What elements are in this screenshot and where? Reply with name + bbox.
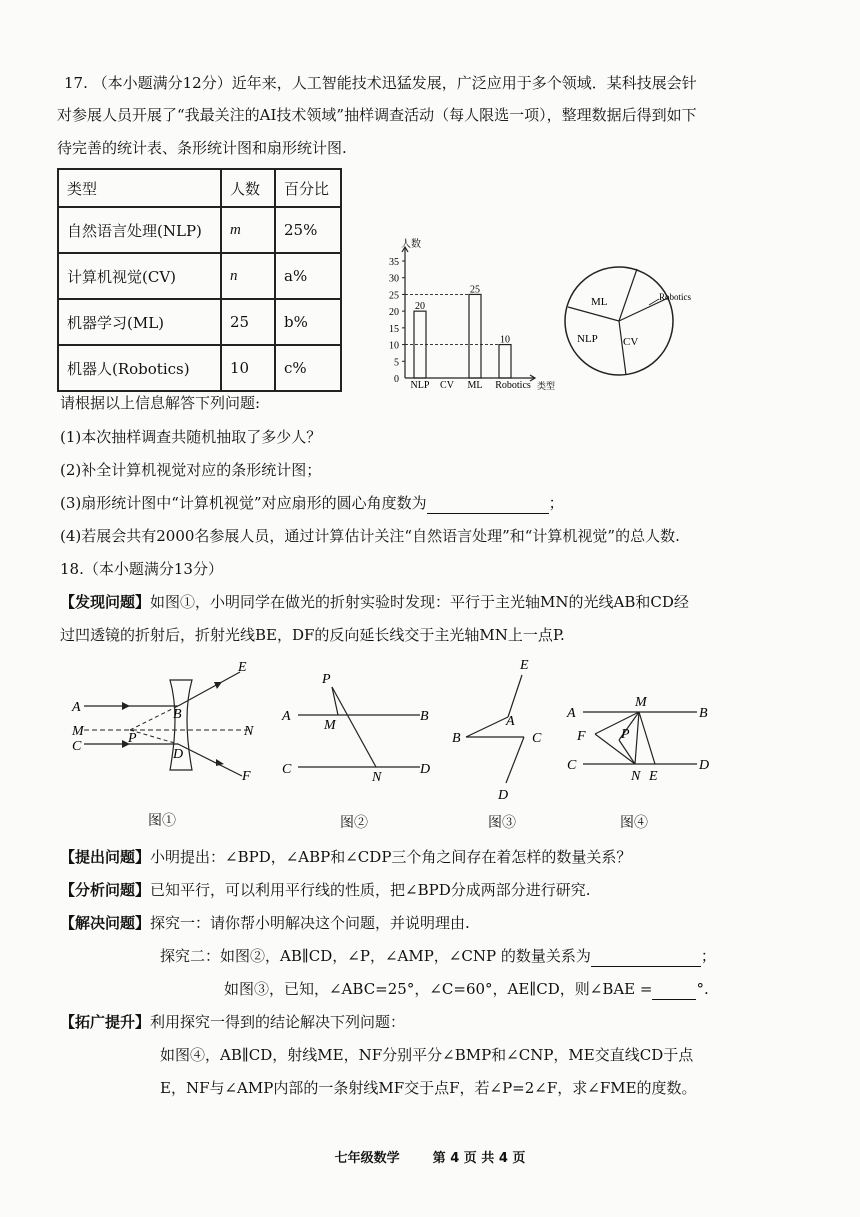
- table-header-cell: 人数: [221, 169, 275, 207]
- y-tick-label: 30: [389, 273, 399, 285]
- y-tick-label: 10: [389, 340, 399, 352]
- point-label: C: [532, 731, 542, 746]
- point-label: B: [452, 731, 461, 746]
- point-label: D: [498, 788, 509, 803]
- solve-tag: 【解决问题】: [60, 914, 151, 932]
- point-label: M: [72, 724, 84, 739]
- point-label: B: [173, 707, 182, 722]
- figure-3: [450, 655, 560, 805]
- ray-me: [639, 712, 655, 764]
- solve-text-2: 探究二：如图②，AB∥CD，∠P，∠AMP，∠CNP 的数量关系为: [160, 947, 591, 965]
- point-label: C: [567, 758, 577, 773]
- q18-title: 18.（本小题满分13分）: [60, 560, 223, 578]
- segment-pn: [619, 740, 635, 764]
- pie-chart: [555, 265, 725, 385]
- table-cell: 10: [221, 345, 275, 391]
- point-label: N: [631, 769, 641, 784]
- point-label: P: [621, 727, 630, 742]
- discover-text-1: 如图①，小明同学在做光的折射实验时发现：平行于主光轴MN的光线AB和CD经: [150, 593, 689, 611]
- q17-sub1: (1)本次抽样调查共随机抽取了多少人？: [60, 428, 322, 446]
- table-header-row: [58, 169, 341, 207]
- y-tick-label: 35: [389, 257, 399, 268]
- answer-blank[interactable]: [652, 981, 696, 1000]
- point-label: C: [282, 762, 292, 777]
- table-row: [58, 207, 341, 253]
- analyze-text: 已知平行，可以利用平行线的性质，把∠BPD分成两部分进行研究.: [150, 881, 591, 899]
- figure-2: [280, 665, 440, 785]
- point-label: D: [699, 758, 710, 773]
- footer-subject: 七年级数学: [334, 1151, 400, 1166]
- pie-label-cv: CV: [623, 336, 639, 348]
- pie-label-robotics: Robotics: [659, 292, 692, 302]
- bar-chart-ylabel: 人数: [401, 239, 421, 250]
- q18-extend-1: 如图④，AB∥CD，射线ME，NF分别平分∠BMP和∠CNP，ME交直线CD于点: [160, 1046, 694, 1064]
- point-label: A: [282, 709, 291, 724]
- q17-line-1: 17. （本小题满分12分）近年来，人工智能技术迅猛发展，广泛应用于多个领域．某科技展会针: [64, 74, 697, 92]
- ray-df: [178, 744, 242, 776]
- q18-raise: [60, 846, 631, 868]
- x-tick-label: ML: [467, 380, 483, 391]
- point-label: D: [173, 747, 184, 762]
- solve-text-3-end: °.: [696, 980, 709, 998]
- bar-data-label: 20: [415, 301, 425, 313]
- point-label: E: [520, 658, 529, 673]
- table-cell: 机器学习(ML): [58, 299, 221, 345]
- answer-blank[interactable]: [591, 948, 701, 967]
- bar: [499, 345, 511, 378]
- q17-line-3: 待完善的统计表、条形统计图和扇形统计图.: [57, 139, 347, 157]
- table-row: [58, 253, 341, 299]
- statistics-table: [57, 168, 342, 392]
- bar-data-label: 10: [500, 334, 510, 346]
- figure-caption: 图③: [488, 815, 516, 831]
- point-label: A: [506, 714, 515, 729]
- table-cell: n: [221, 253, 275, 299]
- table-cell: b%: [275, 299, 341, 345]
- table-row: [58, 345, 341, 391]
- table-cell: 机器人(Robotics): [58, 345, 221, 391]
- reverse-extension: [130, 730, 178, 744]
- analyze-tag: 【分析问题】: [60, 881, 151, 899]
- raise-text: 小明提出：∠BPD，∠ABP和∠CDP三个角之间存在着怎样的数量关系？: [150, 848, 632, 866]
- pie-label-ml: ML: [591, 296, 608, 308]
- table-cell: m: [221, 207, 275, 253]
- y-tick-label: 20: [389, 307, 399, 319]
- extend-text-0: 利用探究一得到的结论解决下列问题：: [150, 1013, 406, 1031]
- segment-ab: [466, 717, 508, 737]
- bar-chart: [365, 235, 565, 395]
- solve-text-2-end: ；: [700, 947, 716, 965]
- point-label: C: [72, 739, 82, 754]
- discover-tag: 【发现问题】: [60, 593, 151, 611]
- q18-solve-3: [224, 978, 709, 1000]
- reverse-extension: [130, 706, 178, 730]
- bar: [469, 294, 481, 378]
- q18-solve-2: [160, 945, 716, 967]
- figure-1-lens: [70, 660, 270, 790]
- point-label: M: [635, 695, 647, 710]
- q17-sub3-text: (3)扇形统计图中“计算机视觉”对应扇形的圆心角度数为: [60, 494, 427, 512]
- table-row: [58, 299, 341, 345]
- q18-analyze: [60, 879, 591, 901]
- y-tick-label: 25: [389, 290, 399, 302]
- point-label: M: [324, 718, 336, 733]
- point-label: N: [372, 770, 382, 785]
- table-cell: a%: [275, 253, 341, 299]
- table-cell: 25%: [275, 207, 341, 253]
- segment-pn: [332, 687, 376, 767]
- y-tick-label: 15: [389, 323, 399, 335]
- point-label: A: [72, 700, 81, 715]
- point-label: B: [420, 709, 429, 724]
- q18-solve-1: [60, 912, 470, 934]
- answer-blank[interactable]: [427, 495, 549, 514]
- point-label: P: [322, 672, 331, 687]
- point-label: N: [244, 724, 254, 739]
- table-cell: 计算机视觉(CV): [58, 253, 221, 299]
- q17-sub2: (2)补全计算机视觉对应的条形统计图；: [60, 461, 322, 479]
- y-tick-label: 0: [394, 374, 399, 385]
- ray-ae: [508, 675, 522, 717]
- figure-4: [563, 690, 723, 785]
- segment-pm: [332, 687, 338, 715]
- table-cell: 25: [221, 299, 275, 345]
- x-tick-label: CV: [440, 380, 454, 391]
- bar-data-label: 25: [470, 284, 480, 296]
- footer-page-number: 第 4 页 共 4 页: [432, 1151, 526, 1166]
- q17-prompt: 请根据以上信息解答下列问题:: [60, 394, 261, 412]
- solve-text-3: 如图③，已知，∠ABC=25°，∠C=60°，AE∥CD，则∠BAE =: [224, 980, 653, 998]
- q18-discover-2: 过凹透镜的折射后，折射光线BE，DF的反向延长线交于主光轴MN上一点P.: [60, 626, 565, 644]
- table-cell: c%: [275, 345, 341, 391]
- q17-line-2: 对参展人员开展了“我最关注的AI技术领域”抽样调查活动（每人限选一项），整理数据后得到如下: [57, 106, 697, 124]
- point-label: F: [242, 769, 251, 784]
- ray-be: [178, 672, 240, 706]
- y-tick-label: 5: [394, 357, 399, 369]
- figure-caption: 图④: [620, 815, 648, 831]
- solve-text-1: 探究一：请你帮小明解决这个问题，并说明理由.: [150, 914, 470, 932]
- page-footer: [0, 1147, 860, 1166]
- point-label: B: [699, 706, 708, 721]
- q17-sub4: (4)若展会共有2000名参展人员，通过计算估计关注“自然语言处理”和“计算机视觉”的总人数.: [60, 527, 680, 545]
- arrow-head: [122, 702, 130, 710]
- q18-extend-0: [60, 1011, 405, 1033]
- q18-discover-1: [60, 591, 689, 613]
- point-label: P: [128, 731, 137, 746]
- pie-divider: [619, 321, 626, 375]
- raise-tag: 【提出问题】: [60, 848, 151, 866]
- ray-cd: [506, 737, 524, 783]
- point-label: A: [567, 706, 576, 721]
- figure-caption: 图①: [148, 813, 176, 829]
- x-tick-label: Robotics: [495, 380, 531, 391]
- ray-mf: [595, 712, 639, 734]
- table-header-cell: 类型: [58, 169, 221, 207]
- point-label: F: [577, 729, 586, 744]
- pie-divider: [568, 307, 619, 321]
- extend-tag: 【拓广提升】: [60, 1013, 151, 1031]
- point-label: E: [238, 660, 247, 675]
- arrow-head: [216, 759, 224, 766]
- table-cell: 自然语言处理(NLP): [58, 207, 221, 253]
- figure-caption: 图②: [340, 815, 368, 831]
- q18-extend-2: E，NF与∠AMP内部的一条射线MF交于点F，若∠P=2∠F，求∠FME的度数。: [160, 1079, 697, 1097]
- point-label: D: [420, 762, 431, 777]
- x-tick-label: NLP: [410, 380, 430, 391]
- table-header-cell: 百分比: [275, 169, 341, 207]
- point-label: E: [649, 769, 658, 784]
- bar-chart-xlabel: 类型: [537, 381, 556, 391]
- pie-label-nlp: NLP: [577, 333, 598, 345]
- segment-mn: [635, 712, 639, 764]
- q17-sub3: [60, 492, 564, 514]
- q17-sub3-end: ；: [548, 494, 564, 512]
